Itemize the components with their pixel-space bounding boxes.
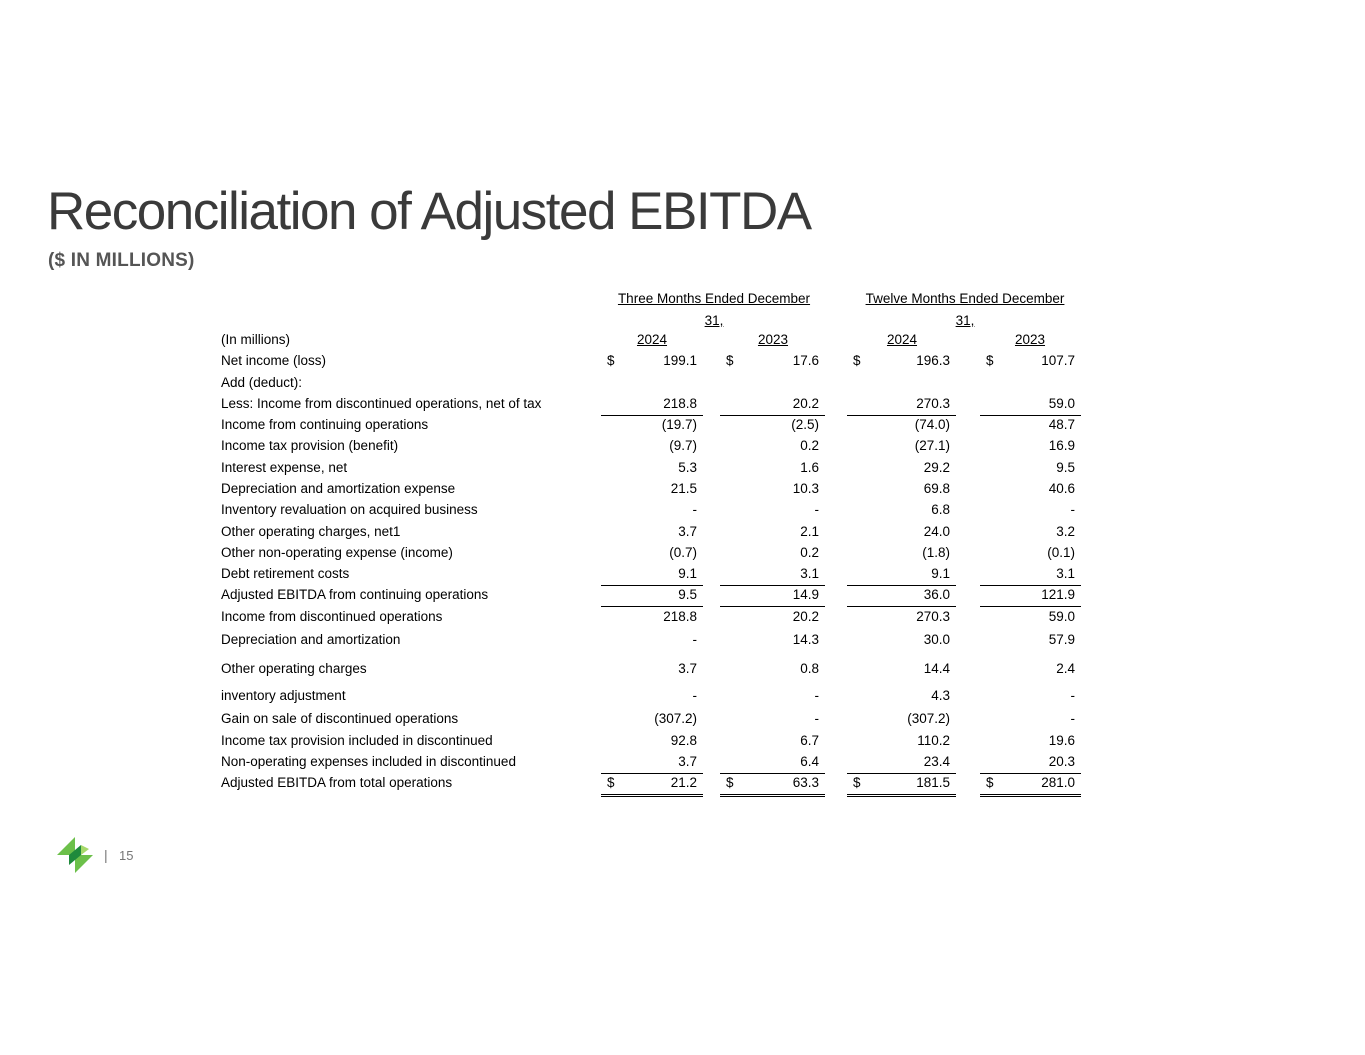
- value-cell: [720, 708, 825, 730]
- value-number: 19.6: [1048, 733, 1075, 748]
- value-number: -: [1070, 688, 1075, 703]
- value-cell: [720, 414, 825, 436]
- value-number: 3.1: [800, 566, 819, 581]
- value-cell: [720, 499, 825, 521]
- value-number: -: [814, 502, 819, 517]
- value-number: 1.6: [800, 460, 819, 475]
- logo-shape: [81, 845, 89, 855]
- table-row: [0, 350, 1365, 372]
- value-number: 59.0: [1048, 609, 1075, 624]
- value-number: 110.2: [917, 733, 950, 748]
- value-cell: [601, 372, 703, 394]
- value-number: 69.8: [923, 481, 950, 496]
- value-cell: [720, 372, 825, 394]
- table-row: [0, 606, 1365, 628]
- table-row: [0, 772, 1365, 794]
- value-number: (0.7): [669, 545, 697, 560]
- table-row: [0, 563, 1365, 585]
- currency-symbol: $: [607, 775, 615, 790]
- value-number: (0.1): [1047, 545, 1075, 560]
- row-label: Other operating charges: [221, 661, 367, 676]
- value-number: -: [814, 711, 819, 726]
- value-cell: [720, 584, 825, 607]
- value-cell: [720, 521, 825, 543]
- table-row: [0, 499, 1365, 521]
- value-cell: [601, 751, 703, 774]
- page-number: 15: [119, 848, 134, 863]
- value-number: 40.6: [1048, 481, 1075, 496]
- value-cell: [847, 708, 956, 730]
- year-header: 2023: [1014, 332, 1046, 347]
- value-cell: [847, 393, 956, 416]
- value-number: 218.8: [663, 396, 697, 411]
- value-number: (307.2): [654, 711, 697, 726]
- value-cell: [847, 563, 956, 586]
- value-cell: [601, 563, 703, 586]
- row-label: Interest expense, net: [221, 460, 348, 475]
- company-logo: [55, 837, 95, 873]
- value-number: 107.7: [1041, 353, 1075, 368]
- table-row: [0, 457, 1365, 479]
- table-row: [0, 658, 1365, 680]
- value-number: 14.9: [792, 587, 819, 602]
- value-cell: [847, 772, 956, 797]
- value-cell: [847, 685, 956, 707]
- year-header: 2024: [636, 332, 668, 347]
- value-number: 48.7: [1048, 417, 1075, 432]
- value-cell: [980, 414, 1081, 436]
- value-number: -: [692, 502, 697, 517]
- table-row: [0, 629, 1365, 651]
- value-number: 181.5: [916, 775, 950, 790]
- value-number: (27.1): [914, 438, 950, 453]
- value-cell: [847, 414, 956, 436]
- row-label: Income from discontinued operations: [221, 609, 443, 624]
- value-cell: [847, 478, 956, 500]
- value-number: 59.0: [1048, 396, 1075, 411]
- value-cell: [980, 521, 1081, 543]
- value-cell: [847, 730, 956, 752]
- value-cell: [847, 372, 956, 394]
- value-number: 5.3: [678, 460, 697, 475]
- value-number: 0.2: [800, 438, 819, 453]
- currency-symbol: $: [726, 775, 734, 790]
- value-cell: [847, 435, 956, 457]
- value-cell: [980, 751, 1081, 774]
- value-cell: [980, 350, 1081, 372]
- value-number: 16.9: [1048, 438, 1075, 453]
- value-number: -: [1070, 502, 1075, 517]
- value-number: 3.7: [678, 661, 697, 676]
- value-number: 21.2: [670, 775, 697, 790]
- table-row: [0, 685, 1365, 707]
- value-cell: [980, 435, 1081, 457]
- row-label: Other operating charges, net1: [221, 524, 401, 539]
- value-number: 0.8: [800, 661, 819, 676]
- value-cell: [601, 414, 703, 436]
- value-cell: [601, 658, 703, 680]
- value-number: 20.3: [1048, 754, 1075, 769]
- value-cell: [720, 393, 825, 416]
- value-number: 6.4: [800, 754, 819, 769]
- currency-symbol: $: [607, 353, 615, 368]
- value-number: 36.0: [923, 587, 950, 602]
- row-label: Debt retirement costs: [221, 566, 350, 581]
- value-number: 121.9: [1041, 587, 1075, 602]
- row-label: Depreciation and amortization expense: [221, 481, 456, 496]
- value-cell: [980, 478, 1081, 500]
- value-cell: [720, 350, 825, 372]
- value-number: 199.1: [663, 353, 697, 368]
- value-cell: [980, 629, 1081, 651]
- value-cell: [601, 606, 703, 628]
- footer-separator: |: [104, 847, 108, 863]
- currency-symbol: $: [853, 775, 861, 790]
- value-cell: [980, 708, 1081, 730]
- value-number: (1.8): [922, 545, 950, 560]
- table-row: [0, 393, 1365, 415]
- row-label: inventory adjustment: [221, 688, 346, 703]
- header-group-three-months-line2: 31,: [704, 313, 724, 328]
- value-number: 0.2: [800, 545, 819, 560]
- value-cell: [980, 563, 1081, 586]
- value-number: 3.1: [1056, 566, 1075, 581]
- value-number: 2.1: [800, 524, 819, 539]
- value-cell: [601, 772, 703, 797]
- row-label: Non-operating expenses included in discontinued: [221, 754, 516, 769]
- value-number: 29.2: [923, 460, 950, 475]
- row-label: Net income (loss): [221, 353, 327, 368]
- value-number: -: [1070, 711, 1075, 726]
- value-cell: [847, 521, 956, 543]
- page-title: Reconciliation of Adjusted EBITDA: [47, 182, 811, 241]
- value-cell: [847, 606, 956, 628]
- table-row: [0, 435, 1365, 457]
- table-row: [0, 751, 1365, 773]
- value-cell: [847, 629, 956, 651]
- page-subtitle: ($ IN MILLIONS): [48, 250, 195, 271]
- value-cell: [980, 772, 1081, 797]
- table-row: [0, 730, 1365, 752]
- row-label: Income tax provision (benefit): [221, 438, 399, 453]
- value-number: 270.3: [916, 609, 950, 624]
- value-number: 23.4: [923, 754, 950, 769]
- value-cell: [601, 435, 703, 457]
- table-row: [0, 372, 1365, 394]
- value-cell: [601, 499, 703, 521]
- table-row: [0, 708, 1365, 730]
- header-group-three-months: Three Months Ended December: [617, 291, 811, 306]
- value-number: 57.9: [1048, 632, 1075, 647]
- value-number: 281.0: [1041, 775, 1075, 790]
- value-cell: [720, 457, 825, 479]
- value-cell: [847, 499, 956, 521]
- value-cell: [720, 435, 825, 457]
- value-cell: [720, 478, 825, 500]
- value-cell: [847, 350, 956, 372]
- value-cell: [720, 772, 825, 797]
- value-number: 10.3: [792, 481, 819, 496]
- value-number: -: [814, 688, 819, 703]
- value-number: 24.0: [923, 524, 950, 539]
- header-group-twelve-months-line2: 31,: [955, 313, 975, 328]
- row-label: Inventory revaluation on acquired business: [221, 502, 478, 517]
- value-number: 270.3: [916, 396, 950, 411]
- value-cell: [980, 542, 1081, 564]
- value-number: 6.7: [800, 733, 819, 748]
- header-group-twelve-months: Twelve Months Ended December: [865, 291, 1065, 306]
- row-label: Depreciation and amortization: [221, 632, 401, 647]
- value-number: 196.3: [916, 353, 950, 368]
- value-number: 9.1: [678, 566, 697, 581]
- value-cell: [601, 521, 703, 543]
- value-cell: [980, 499, 1081, 521]
- value-number: 92.8: [670, 733, 697, 748]
- value-number: 17.6: [792, 353, 819, 368]
- table-row: [0, 542, 1365, 564]
- value-number: (2.5): [791, 417, 819, 432]
- row-label: Income tax provision included in discontinued: [221, 733, 493, 748]
- value-cell: [847, 457, 956, 479]
- value-number: 63.3: [792, 775, 819, 790]
- value-cell: [980, 730, 1081, 752]
- header-row-label: (In millions): [221, 332, 291, 347]
- value-cell: [847, 751, 956, 774]
- currency-symbol: $: [853, 353, 861, 368]
- value-number: 20.2: [792, 609, 819, 624]
- value-number: 6.8: [931, 502, 950, 517]
- currency-symbol: $: [726, 353, 734, 368]
- value-number: -: [692, 688, 697, 703]
- value-number: 218.8: [663, 609, 697, 624]
- value-number: (19.7): [661, 417, 697, 432]
- value-number: (307.2): [907, 711, 950, 726]
- row-label: Add (deduct):: [221, 375, 303, 390]
- table-row: [0, 478, 1365, 500]
- value-cell: [980, 372, 1081, 394]
- currency-symbol: $: [986, 353, 994, 368]
- value-cell: [720, 658, 825, 680]
- value-cell: [601, 685, 703, 707]
- value-cell: [847, 658, 956, 680]
- value-cell: [601, 542, 703, 564]
- row-label: Income from continuing operations: [221, 417, 429, 432]
- value-cell: [980, 457, 1081, 479]
- value-cell: [601, 708, 703, 730]
- value-number: 30.0: [923, 632, 950, 647]
- table-row: [0, 414, 1365, 436]
- value-cell: [720, 563, 825, 586]
- value-number: 9.5: [678, 587, 697, 602]
- row-label: Adjusted EBITDA from total operations: [221, 775, 453, 790]
- row-label: Gain on sale of discontinued operations: [221, 711, 459, 726]
- value-cell: [601, 350, 703, 372]
- value-cell: [720, 751, 825, 774]
- value-cell: [720, 685, 825, 707]
- value-number: 2.4: [1056, 661, 1075, 676]
- value-number: 3.2: [1056, 524, 1075, 539]
- value-cell: [601, 393, 703, 416]
- year-header: 2023: [757, 332, 789, 347]
- value-number: 9.5: [1056, 460, 1075, 475]
- value-cell: [847, 584, 956, 607]
- table-row: [0, 584, 1365, 606]
- value-cell: [601, 629, 703, 651]
- table-row: [0, 521, 1365, 543]
- value-number: 14.3: [792, 632, 819, 647]
- value-cell: [601, 478, 703, 500]
- value-cell: [980, 584, 1081, 607]
- value-cell: [720, 629, 825, 651]
- value-number: 21.5: [670, 481, 697, 496]
- value-cell: [601, 730, 703, 752]
- row-label: Other non-operating expense (income): [221, 545, 453, 560]
- currency-symbol: $: [986, 775, 994, 790]
- value-number: 3.7: [678, 524, 697, 539]
- value-number: 3.7: [678, 754, 697, 769]
- value-cell: [980, 658, 1081, 680]
- value-number: 4.3: [931, 688, 950, 703]
- value-cell: [980, 606, 1081, 628]
- row-label: Less: Income from discontinued operations, net of tax: [221, 396, 542, 411]
- value-cell: [720, 730, 825, 752]
- year-header: 2024: [886, 332, 918, 347]
- value-cell: [847, 542, 956, 564]
- value-cell: [601, 457, 703, 479]
- value-number: (9.7): [669, 438, 697, 453]
- value-cell: [980, 685, 1081, 707]
- value-cell: [601, 584, 703, 607]
- value-number: 14.4: [923, 661, 950, 676]
- value-number: (74.0): [914, 417, 950, 432]
- value-number: 9.1: [931, 566, 950, 581]
- value-cell: [720, 606, 825, 628]
- row-label: Adjusted EBITDA from continuing operations: [221, 587, 489, 602]
- value-cell: [720, 542, 825, 564]
- value-number: -: [692, 632, 697, 647]
- value-number: 20.2: [792, 396, 819, 411]
- value-cell: [980, 393, 1081, 416]
